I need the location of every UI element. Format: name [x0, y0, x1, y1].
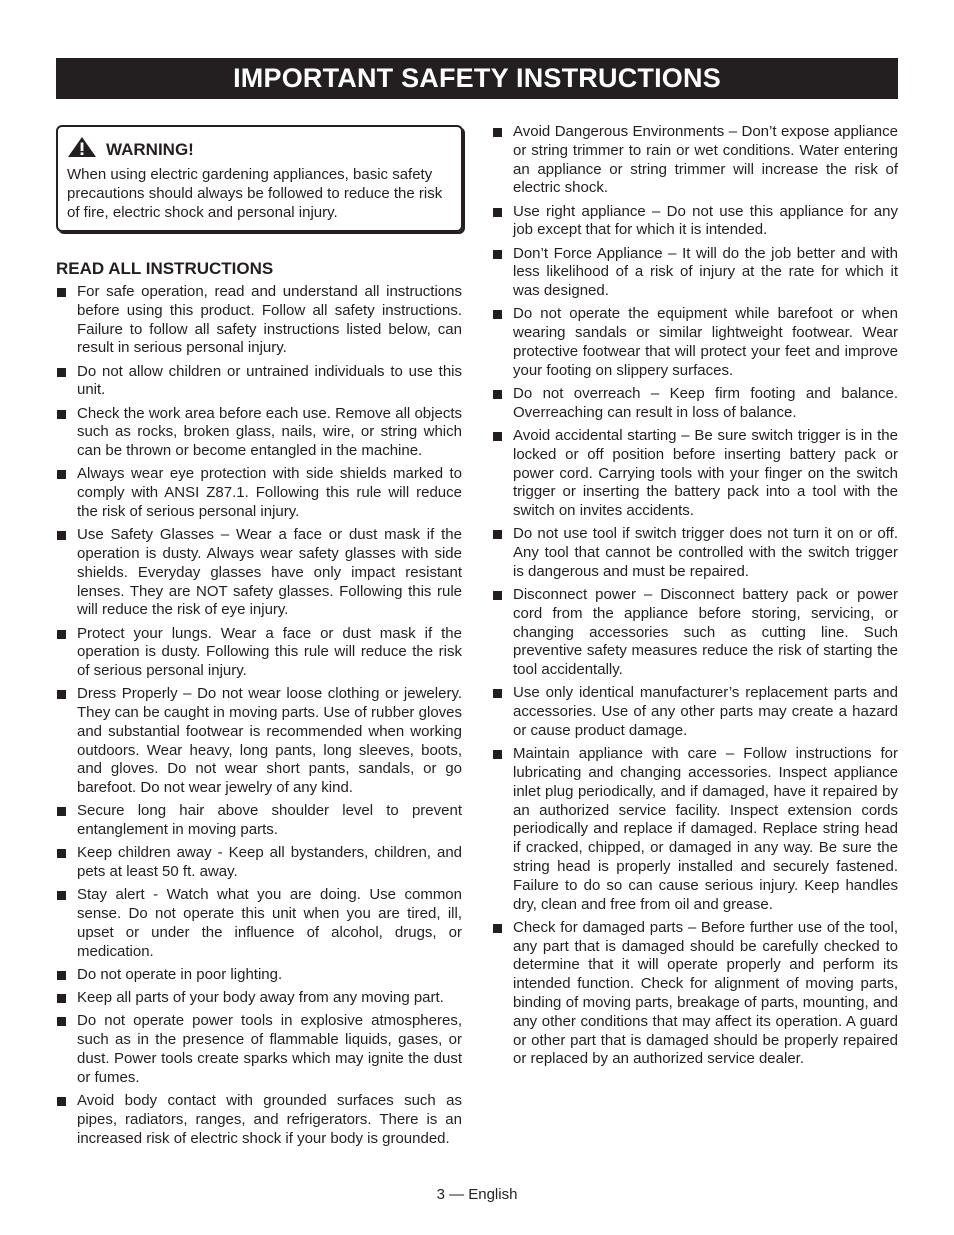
- warning-header: [67, 136, 451, 163]
- list-item: Disconnect power – Disconnect battery pack or power cord from the appliance before storing, servicing, or changing accessories such as cutting line. Such preventive safety measures reduce the risk of starting the tool accidentally.: [492, 586, 898, 680]
- warning-triangle-icon: [67, 136, 97, 163]
- read-all-instructions-heading: READ ALL INSTRUCTIONS: [56, 259, 274, 278]
- list-item: Maintain appliance with care – Follow instructions for lubricating and changing accessories. Inspect appliance inlet plug periodically, and if damaged, have it repaired by an authorized service facility. Inspect extension cords periodically and replace if damaged. Replace string head if cracked, chipped, or damaged in any way. Be sure the string head is properly installed and securely fastened. Failure to do so can cause serious injury. Keep handles dry, clean and free from oil and grease.: [492, 745, 898, 914]
- warning-box: [56, 125, 463, 232]
- list-item: Keep all parts of your body away from any moving part.: [56, 989, 462, 1008]
- left-instruction-list: [56, 283, 462, 1148]
- bullet-square-icon: [493, 432, 502, 441]
- list-item: Check the work area before each use. Remove all objects such as rocks, broken glass, nails, wire, or string which can be thrown or become entangled in the machine.: [56, 405, 462, 461]
- bullet-square-icon: [57, 368, 66, 377]
- list-item: Use right appliance – Do not use this appliance for any job except that for which it is intended.: [492, 203, 898, 241]
- bullet-square-icon: [57, 891, 66, 900]
- warning-title: WARNING!: [106, 139, 194, 159]
- bullet-square-icon: [493, 208, 502, 217]
- list-item: Avoid accidental starting – Be sure switch trigger is in the locked or off position before inserting battery pack or power cord. Carrying tools with your finger on the switch trigger or inserting the battery pack into a tool with the switch on invites accidents.: [492, 427, 898, 521]
- list-item: Do not allow children or untrained individuals to use this unit.: [56, 363, 462, 401]
- bullet-square-icon: [57, 288, 66, 297]
- list-item: Do not operate the equipment while barefoot or when wearing sandals or similar lightweight footwear. Wear protective footwear that will protect your feet and improve your footing on slippery surfaces.: [492, 305, 898, 380]
- right-instruction-list: [492, 123, 898, 1069]
- bullet-square-icon: [57, 971, 66, 980]
- list-item: Check for damaged parts – Before further use of the tool, any part that is damaged should be carefully checked to determine that it will operate properly and perform its intended function. Check for alignment of moving parts, binding of moving parts, breakage of parts, mounting, and any other conditions that may affect its operation. A guard or other part that is damaged should be properly repaired or replaced by an authorized service dealer.: [492, 919, 898, 1069]
- bullet-square-icon: [493, 689, 502, 698]
- list-item: Use Safety Glasses – Wear a face or dust mask if the operation is dusty. Always wear safety glasses with side shields. Everyday glasses have only impact resistant lenses. They are NOT safety glasses. Following this rule will reduce the risk of eye injury.: [56, 526, 462, 620]
- list-item: Use only identical manufacturer’s replacement parts and accessories. Use of any other parts may create a hazard or cause product damage.: [492, 684, 898, 740]
- bullet-square-icon: [493, 530, 502, 539]
- list-item: Always wear eye protection with side shields marked to comply with ANSI Z87.1. Following this rule will reduce the risk of serious personal injury.: [56, 465, 462, 521]
- list-item: Don’t Force Appliance – It will do the job better and with less likelihood of a risk of injury at the rate for which it was designed.: [492, 245, 898, 301]
- bullet-square-icon: [493, 750, 502, 759]
- list-item: Do not use tool if switch trigger does not turn it on or off. Any tool that cannot be controlled with the switch trigger is dangerous and must be repaired.: [492, 525, 898, 581]
- page-footer: 3 — English: [436, 1186, 518, 1203]
- list-item: Secure long hair above shoulder level to prevent entanglement in moving parts.: [56, 802, 462, 840]
- bullet-square-icon: [493, 591, 502, 600]
- list-item: Avoid Dangerous Environments – Don’t expose appliance or string trimmer to rain or wet conditions. Water entering an appliance or string trimmer will increase the risk of electric shock.: [492, 123, 898, 198]
- bullet-square-icon: [57, 994, 66, 1003]
- bullet-square-icon: [57, 1097, 66, 1106]
- bullet-square-icon: [57, 807, 66, 816]
- bullet-square-icon: [57, 410, 66, 419]
- list-item: Dress Properly – Do not wear loose clothing or jewelery. They can be caught in moving parts. Use of rubber gloves and substantial footwear is recommended when working outdoors. Wear heavy, long pants, long sleeves, boots, and gloves. Do not wear short pants, sandals, or go barefoot. Do not wear jewelry of any kind.: [56, 685, 462, 798]
- bullet-square-icon: [493, 310, 502, 319]
- list-item: Do not operate in poor lighting.: [56, 966, 462, 985]
- bullet-square-icon: [57, 470, 66, 479]
- warning-text: When using electric gardening appliances, basic safety precautions should always be followed to reduce the risk of fire, electric shock and personal injury.: [67, 166, 443, 221]
- bullet-square-icon: [57, 1017, 66, 1026]
- bullet-square-icon: [493, 128, 502, 137]
- right-column: [492, 123, 898, 1074]
- bullet-square-icon: [57, 531, 66, 540]
- list-item: Stay alert - Watch what you are doing. Use common sense. Do not operate this unit when you are tired, ill, upset or under the influence of alcohol, drugs, or medication.: [56, 886, 462, 961]
- bullet-square-icon: [57, 630, 66, 639]
- bullet-square-icon: [493, 250, 502, 259]
- bullet-square-icon: [57, 849, 66, 858]
- list-item: Do not overreach – Keep firm footing and balance. Overreaching can result in loss of balance.: [492, 385, 898, 423]
- list-item: Avoid body contact with grounded surfaces such as pipes, radiators, ranges, and refrigerators. There is an increased risk of electric shock if your body is grounded.: [56, 1092, 462, 1148]
- list-item: For safe operation, read and understand all instructions before using this product. Follow all safety instructions. Failure to follow all safety instructions listed below, can result in serious personal injury.: [56, 283, 462, 358]
- page-title: IMPORTANT SAFETY INSTRUCTIONS: [233, 63, 721, 93]
- bullet-square-icon: [57, 690, 66, 699]
- bullet-square-icon: [493, 924, 502, 933]
- list-item: Do not operate power tools in explosive atmospheres, such as in the presence of flammable liquids, gases, or dust. Power tools create sparks which may ignite the dust or fumes.: [56, 1012, 462, 1087]
- list-item: Protect your lungs. Wear a face or dust mask if the operation is dusty. Following this rule will reduce the risk of serious personal injury.: [56, 625, 462, 681]
- page-title-bar: [56, 58, 898, 99]
- left-column: [56, 125, 462, 1153]
- list-item: Keep children away - Keep all bystanders, children, and pets at least 50 ft. away.: [56, 844, 462, 882]
- bullet-square-icon: [493, 390, 502, 399]
